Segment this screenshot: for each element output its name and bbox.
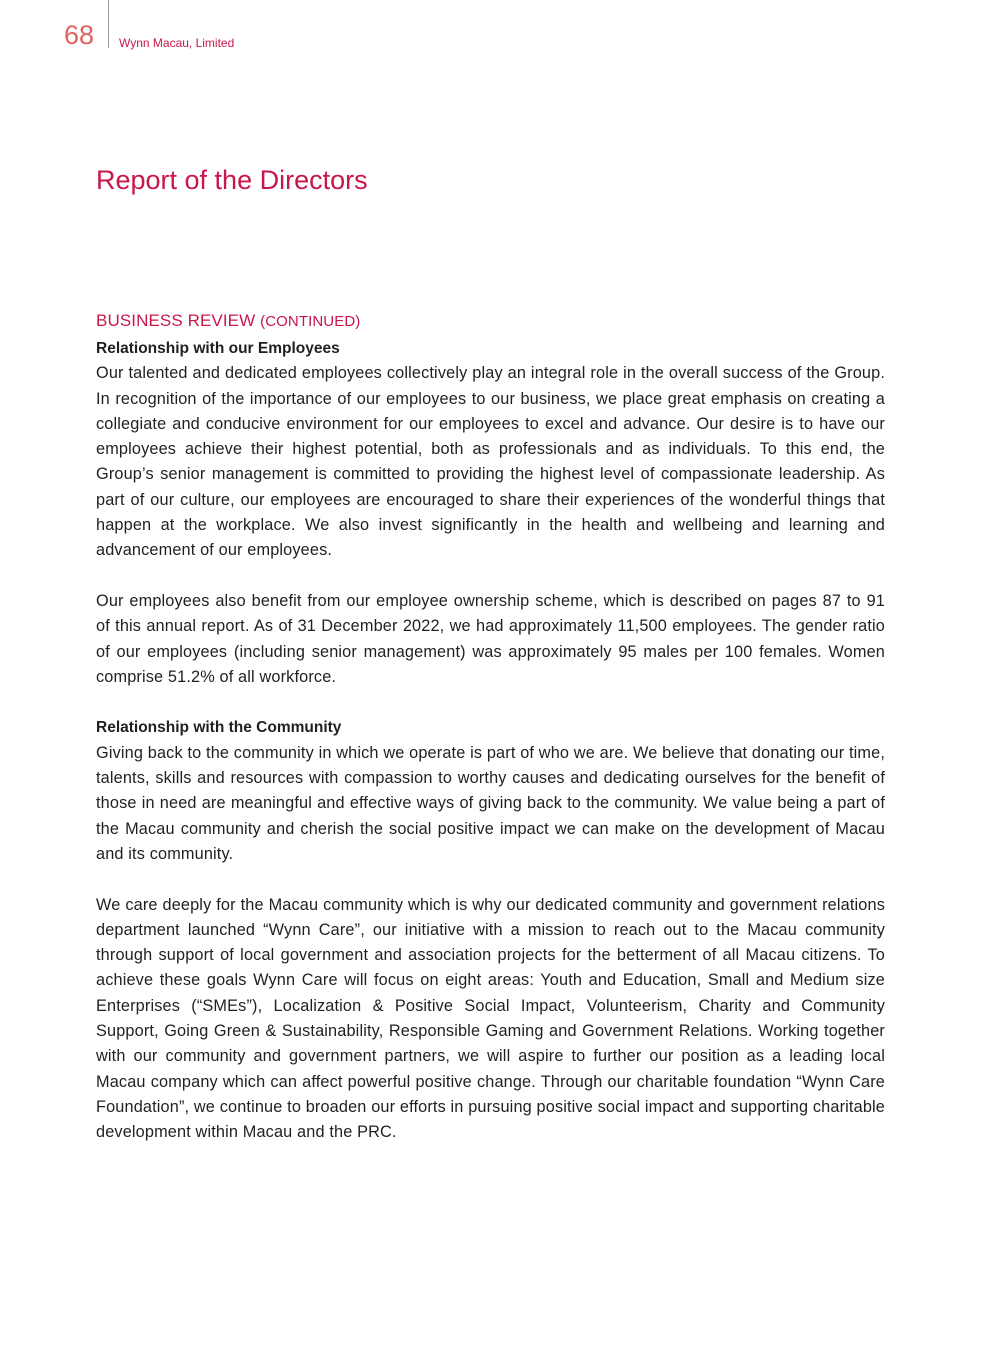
section-heading-suffix: (CONTINUED)	[260, 313, 361, 330]
section-heading-text: BUSINESS REVIEW	[96, 311, 256, 330]
employees-paragraph: Our employees also benefit from our employee ownership scheme, which is described on pages 87 to 91 of this annual report. As of 31 December 2022, we had approximately 11,500 employees. The gender ratio of our employees (including senior management) was approximately 95 males per 100 females. Women comprise 51.2% of all workforce.	[96, 591, 885, 686]
header-divider	[108, 0, 109, 48]
section-heading	[96, 311, 885, 331]
employees-paragraph: Our talented and dedicated employees collectively play an integral role in the overall success of the Group. In recognition of the importance of our employees to our business, we place great emphasis on creating a collegiate and conducive environment for our employees to excel and advance. Our desire is to have our employees achieve their highest potential, both as professionals and as individuals. To this end, the Group’s senior management is committed to providing the highest level of compassionate leadership. As part of our culture, our employees are encouraged to share their experiences of the wonderful things that happen at the workplace. We also invest significantly in the health and wellbeing and learning and advancement of our employees.	[96, 364, 885, 560]
main-content	[96, 311, 885, 1171]
community-paragraph: We care deeply for the Macau community which is why our dedicated community and government relations department launched “Wynn Care”, our initiative with a mission to reach out to the Macau community through support of local government and association projects for the betterment of all Macau citizens. To achieve these goals Wynn Care will focus on eight areas: Youth and Education, Small and Medium size Enterprises (“SMEs”), Localization & Positive Social Impact, Volunteerism, Charity and Community Support, Going Green & Sustainability, Responsible Gaming and Government Relations. Working together with our community and government partners, we will aspire to further our position as a leading local Macau company which can affect powerful positive change. Through our charitable foundation “Wynn Care Foundation”, we continue to broaden our efforts in pursuing positive social impact and supporting charitable development within Macau and the PRC.	[96, 895, 885, 1142]
company-name: Wynn Macau, Limited	[119, 36, 235, 50]
page-title: Report of the Directors	[96, 165, 368, 195]
page-number: 68	[64, 20, 95, 50]
community-heading: Relationship with the Community	[96, 719, 342, 737]
employees-heading: Relationship with our Employees	[96, 340, 340, 357]
community-paragraph: Giving back to the community in which we operate is part of who we are. We believe that donating our time, talents, skills and resources with compassion to worthy causes and dedicating ourselves for the benefit of those in need are meaningful and effective ways of giving back to the community. We value being a part of the Macau community and cherish the social positive impact we can make on the development of Macau and its community.	[96, 743, 885, 863]
